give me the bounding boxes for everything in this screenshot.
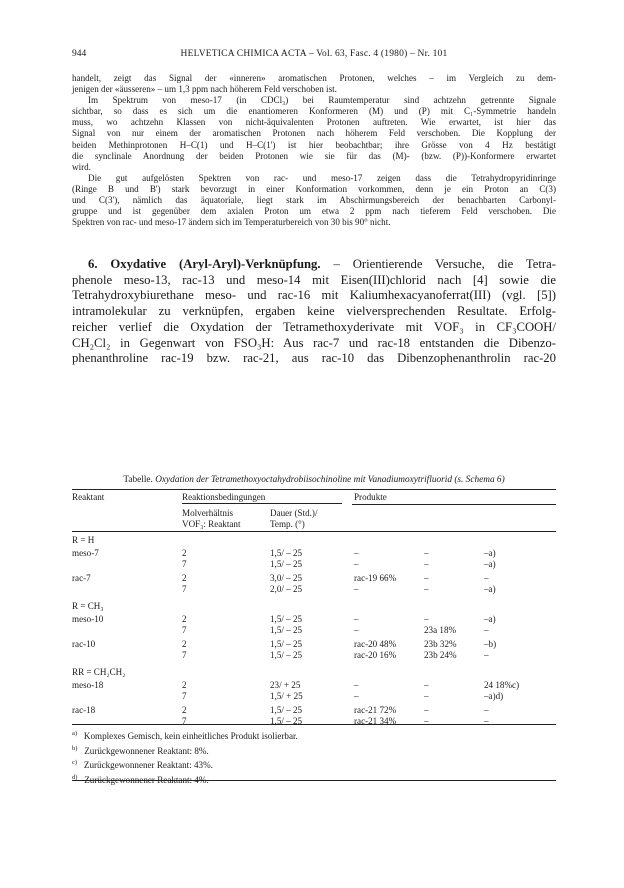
footnote-mark: d) (72, 773, 78, 781)
text-line: phenole meso-13, rac-13 und meso-14 mit Eisen(III)chlorid nach [4] sowie die (72, 272, 556, 287)
table-cell-p3: –a) (484, 548, 496, 558)
table-caption-text: Oxydation der Tetramethoxyoctahydrobiisochinoline mit Vanadiumoxytrifluorid (s. Schema 6) (155, 475, 505, 485)
table-cell-p2: – (424, 573, 429, 583)
table-cell-p2: 23a 18% (424, 625, 457, 635)
table-cell-p3: –a) (484, 614, 496, 624)
table-cell-p2: 23b 24% (424, 650, 457, 660)
footnote-mark: b) (72, 744, 78, 752)
running-header (72, 48, 556, 60)
table-cell-ratio: 2 (182, 548, 187, 558)
table-cell-cond: 1,5/ – 25 (270, 548, 303, 558)
group-label: RR = CH₂CH₂ (72, 667, 126, 677)
table-cell-ratio: 7 (182, 584, 187, 594)
table-cell-p1: – (354, 584, 359, 594)
table-cell-cond: 1,5/ – 25 (270, 614, 303, 624)
table-caption (72, 474, 556, 486)
text-line: sichtbar, so dass es sich um die enantiomeren Konformeren (M) und (P) mit C₁-Symmetrie handeln (72, 106, 556, 117)
header-ratio-1: Molverhältnis (182, 508, 234, 518)
table-cell-p1: – (354, 559, 359, 569)
footnote-a (72, 728, 556, 743)
section-paragraph (72, 257, 556, 367)
table-cell-p3: –a) (484, 584, 496, 594)
text-line: – Orientierende Versuche, die Tetra- (333, 257, 557, 271)
header-ratio-2: VOF₃: Reaktant (182, 519, 241, 529)
text-line: Spektren von rac- und meso-17 ändern sich im Temperaturbereich von 30 bis 90° nicht. (72, 217, 391, 228)
footnote-text: Komplexes Gemisch, kein einheitliches Produkt isolierbar. (83, 731, 298, 742)
header-bottom-rule (72, 531, 556, 532)
paragraph-2 (72, 95, 556, 173)
table-cell-p2: – (424, 691, 429, 701)
text-line: Signal von nur einem der aromatischen Protonen nach höherem Feld verschoben. Die Kopplung der (72, 128, 556, 139)
text-line: reicher verlief die Oxydation der Tetramethoxyderivate mit VOF₃ in CF₃COOH/ (72, 319, 556, 334)
table-cell-cond: 3,0/ – 25 (270, 573, 303, 583)
table-cell-p1: – (354, 680, 359, 690)
table-cell-cond: 1,5/ – 25 (270, 639, 303, 649)
table-cell-p2: – (424, 584, 429, 594)
footnote-c (72, 757, 556, 772)
footnote-bottom-rule (72, 780, 556, 781)
header-duration-1: Dauer (Std.)/ (270, 508, 318, 518)
footnote-text: Zurückgewonnener Reaktant: 8%. (84, 745, 209, 756)
table-cell-p1: – (354, 691, 359, 701)
table-cell-p3: – (484, 625, 489, 635)
paragraph-1 (72, 73, 556, 95)
table-cell-p2: – (424, 716, 429, 726)
table-cell-p2: – (424, 548, 429, 558)
text-line: (Ringe B und B') stark bevorzugt in einer Konformation vorkommen, denn je ein Proton an C(3) (72, 183, 556, 194)
text-line: handelt, zeigt das Signal der «inneren» aromatischen Protonen, welches – im Vergleich zu dem- (72, 73, 556, 83)
header-duration-2: Temp. (°) (270, 519, 305, 529)
table-cell-reactant: rac-7 (72, 573, 91, 583)
footnote-text: Zurückgewonnener Reaktant: 4%. (84, 774, 209, 785)
table-cell-p1: – (354, 625, 359, 635)
table-cell-ratio: 2 (182, 573, 187, 583)
table-cell-p1: – (354, 548, 359, 558)
table-cell-reactant: meso-7 (72, 548, 99, 558)
conditions-rule (182, 503, 342, 504)
text-line: Tetrahydroxybiurethane meso- und rac-16 mit Kaliumhexacyanoferrat(III) (vgl. [5]) (72, 288, 556, 303)
table-cell-p2: – (424, 614, 429, 624)
table-cell-ratio: 2 (182, 680, 187, 690)
table-cell-p2: – (424, 705, 429, 715)
text-line: muss, wo achtzehn Klassen von nicht-äquivalenten Protonen auftreten. Wie erwartet, ist hier das (72, 117, 556, 128)
table-cell-ratio: 7 (182, 625, 187, 635)
table-cell-reactant: meso-10 (72, 614, 104, 624)
table-cell-p1: – (354, 614, 359, 624)
text-line: die synclinale Anordnung der beiden Protonen wie sie für das (M)- (bzw. (P))-Konformere erwartet (72, 150, 556, 161)
journal-header: HELVETICA CHIMICA ACTA – Vol. 63, Fasc. 4 (1980) – Nr. 101 (180, 49, 448, 59)
page-number: 944 (72, 49, 87, 59)
table-cell-p3: –b) (484, 639, 497, 649)
header-reactant: Reaktant (72, 492, 105, 502)
table-cell-cond: 1,5/ – 25 (270, 650, 303, 660)
table-cell-p3: –a)d) (484, 691, 504, 701)
group-label: R = CH₃ (72, 601, 104, 611)
table-cell-p3: – (484, 650, 489, 660)
table-cell-p3: – (484, 573, 489, 583)
section-first-line (72, 257, 556, 273)
table-cell-reactant: rac-10 (72, 639, 96, 649)
table-cell-ratio: 2 (182, 639, 187, 649)
text-line: CH₂Cl₂ in Gegenwart von FSO₃H: Aus rac-7 und rac-18 entstanden die Dibenzo- (72, 335, 556, 350)
table-cell-cond: 1,5/ – 25 (270, 716, 303, 726)
header-products: Produkte (354, 492, 387, 502)
table-cell-p1: rac-21 34% (354, 716, 397, 726)
text-line: intramolekular zu verknüpfen, ergaben keine vielversprechenden Resultate. Erfolg- (72, 304, 556, 319)
table-cell-p2: 23b 32% (424, 639, 457, 649)
table-cell-p2: – (424, 559, 429, 569)
footnote-b (72, 743, 556, 758)
text-line: wird. (72, 161, 91, 172)
group-label: R = H (72, 535, 95, 545)
table-cell-p3: 24 18%c) (484, 680, 520, 690)
footnote-text: Zurückgewonnener Reaktant: 43%. (83, 760, 213, 771)
table-caption-label: Tabelle. (123, 475, 153, 485)
table-cell-p1: rac-19 66% (354, 573, 397, 583)
text-line: beiden Methinprotonen H–C(1) und H–C(1') ist hier beobachtbar; ihre Grösse von 4 Hz bestätigt (72, 139, 556, 150)
products-rule (352, 504, 556, 505)
table-cell-p3: – (484, 705, 489, 715)
table-cell-ratio: 7 (182, 650, 187, 660)
table-cell-p3: – (484, 716, 489, 726)
table-cell-p1: rac-20 48% (354, 639, 397, 649)
table-cell-cond: 1,5/ – 25 (270, 625, 303, 635)
paragraph-3 (72, 173, 556, 228)
table-cell-cond: 2,0/ – 25 (270, 584, 303, 594)
text-line: und C(3'), nämlich das äquatoriale, liegt stark im Abschirmungsbereich der benachbarten Carbonyl- (72, 195, 556, 206)
footnote-mark: c) (72, 759, 78, 767)
table-footnotes (72, 728, 556, 787)
text-line: jenigen der «äusseren» – um 1,3 ppm nach höherem Feld verschoben ist. (72, 84, 337, 95)
table-cell-cond: 23/ + 25 (270, 680, 301, 690)
table-cell-cond: 1,5/ – 25 (270, 559, 303, 569)
section-6 (72, 257, 556, 367)
table-cell-reactant: rac-18 (72, 705, 96, 715)
table-cell-ratio: 2 (182, 705, 187, 715)
small-text-block (72, 73, 556, 228)
table-cell-p2: – (424, 680, 429, 690)
text-line: gruppe und ist gegenüber dem axialen Proton um etwa 2 ppm nach tieferem Feld verschoben. Die (72, 206, 556, 217)
table-cell-ratio: 7 (182, 716, 187, 726)
text-line: phenanthroline rac-19 bzw. rac-21, aus rac-10 das Dibenzophenanthrolin rac-20 (72, 351, 556, 366)
table-top-rule (72, 489, 556, 490)
table-cell-ratio: 7 (182, 559, 187, 569)
table-cell-ratio: 2 (182, 614, 187, 624)
table-cell-p3: –a) (484, 559, 496, 569)
header-conditions: Reaktionsbedingungen (182, 492, 266, 502)
text-line: Die gut aufgelösten Spektren von rac- und meso-17 zeigen dass die Tetrahydropyridinringe (88, 172, 556, 183)
table-cell-reactant: meso-18 (72, 680, 104, 690)
table-cell-cond: 1,5/ + 25 (270, 691, 303, 701)
table-cell-ratio: 7 (182, 691, 187, 701)
table-cell-p1: rac-21 72% (354, 705, 397, 715)
section-heading: 6. Oxydative (Aryl-Aryl)-Verknüpfung. (88, 257, 321, 271)
table-cell-cond: 1,5/ – 25 (270, 705, 303, 715)
footnote-mark: a) (72, 730, 78, 737)
text-line: Im Spektrum von meso-17 (in CDCl₃) bei Raumtemperatur sind achtzehn getrennte Signale (88, 95, 556, 106)
table-cell-p1: rac-20 16% (354, 650, 397, 660)
